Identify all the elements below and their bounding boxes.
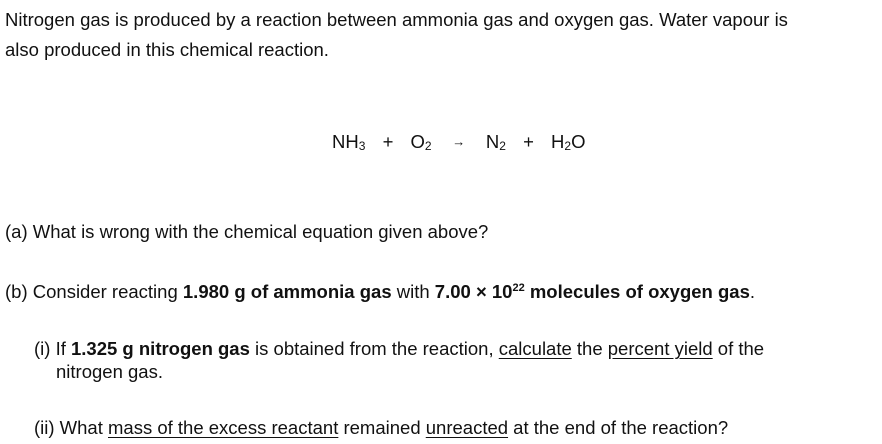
- percent-yield-underlined: percent yield: [607, 338, 713, 359]
- product-water: $H_2O$: [551, 131, 586, 153]
- reaction-arrow-icon: →: [452, 134, 466, 149]
- plus-sign: +: [523, 131, 534, 152]
- question-b-i-continued: nitrogen gas.: [56, 361, 163, 382]
- product-nitrogen: $N_2$: [485, 131, 506, 153]
- unreacted-underlined: unreacted: [425, 417, 509, 438]
- reactant-oxygen: $O_2$: [410, 131, 432, 153]
- calculate-underlined: calculate: [498, 338, 572, 359]
- question-b-i: (i) If 1.325 g nitrogen gas is obtained from the reaction, calculate the percent yield of the: [34, 338, 765, 359]
- question-a: (a) What is wrong with the chemical equation given above?: [5, 221, 489, 242]
- reactant-ammonia: $NH_3$: [332, 131, 366, 153]
- question-b: (b) Consider reacting 1.980 g of ammonia gas with $7.00 \times 10^{22}$ molecules of oxygen gas.: [5, 281, 756, 302]
- plus-sign: +: [382, 131, 394, 152]
- intro-line-2: also produced in this chemical reaction.: [5, 39, 329, 60]
- ammonia-mass: 1.980 g of ammonia gas: [182, 281, 392, 302]
- chemical-equation: [332, 130, 585, 154]
- intro-line-1: Nitrogen gas is produced by a reaction between ammonia gas and oxygen gas. Water vapour is: [5, 9, 788, 30]
- question-b-ii: (ii) What mass of the excess reactant remained unreacted at the end of the reaction?: [34, 417, 729, 438]
- oxygen-molecules: $7.00 \times 10^{22}$ molecules of oxygen gas: [434, 281, 750, 302]
- nitrogen-mass: 1.325 g nitrogen gas: [71, 338, 250, 359]
- excess-reactant-underlined: mass of the excess reactant: [108, 417, 339, 438]
